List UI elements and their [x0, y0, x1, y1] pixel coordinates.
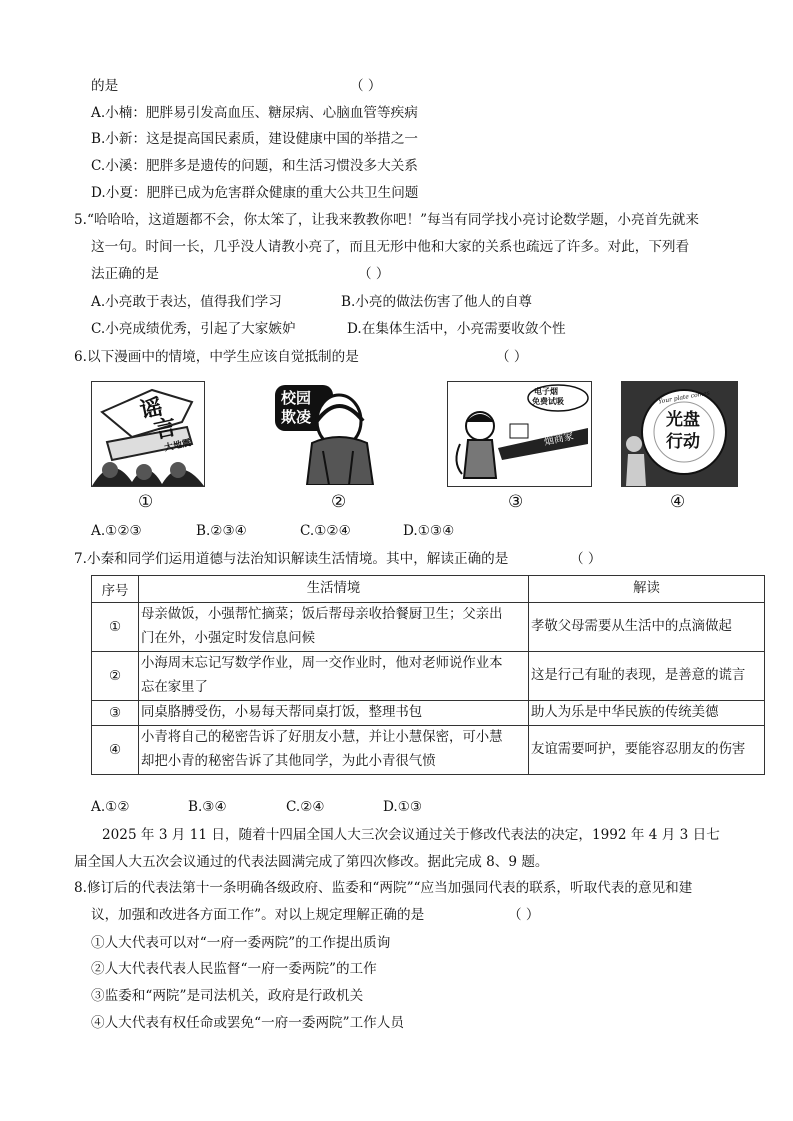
- q7-answer-paren: （ ）: [570, 551, 602, 567]
- bullying-text-2: 欺凌: [281, 408, 312, 426]
- plate-text-2: 行动: [666, 432, 700, 452]
- rumor-char-1: 谣: [138, 394, 165, 424]
- header-situation: 生活情境: [139, 576, 529, 603]
- cartoon-num-3: ③: [508, 492, 524, 512]
- row-no: ②: [92, 652, 139, 701]
- header-no: 序号: [92, 576, 139, 603]
- q6-option-a: A.①②③: [91, 523, 142, 539]
- situation-line: 小青将自己的秘密告诉了好朋友小慧，并让小慧保密，可小慧: [141, 730, 503, 745]
- q6-answer-paren: （ ）: [496, 349, 528, 365]
- q5-option-d: D.在集体生活中，小亮需要收敛个性: [347, 321, 566, 337]
- plate-ring-text: Your plate comes: [657, 389, 711, 406]
- row-situation: [139, 652, 529, 701]
- cartoon-ecigarette: [447, 381, 592, 487]
- q7-stem: 7.小秦和同学们运用道德与法治知识解读生活情境。其中，解读正确的是: [74, 551, 509, 567]
- ecig-bubble-1: 电子烟: [534, 387, 558, 396]
- situation-line: 忘在家里了: [141, 680, 208, 695]
- situation-line: 母亲做饭，小强帮忙摘菜；饭后帮母亲收拾餐厨卫生；父亲出: [141, 607, 503, 622]
- table-row: [92, 652, 765, 701]
- situation-line: 小海周末忘记写数学作业，周一交作业时，他对老师说作业本: [141, 656, 503, 671]
- q7-option-d: D.①③: [383, 799, 423, 815]
- situation-line: 却把小青的秘密告诉了其他同学，为此小青很气愤: [141, 754, 436, 769]
- rumor-char-2: 言: [152, 414, 179, 444]
- q8-item-2: ②人大代表代表人民监督“一府一委两院”的工作: [91, 961, 377, 977]
- q4-answer-paren: （ ）: [350, 78, 382, 94]
- material-line2: 届全国人大五次会议通过的代表法圆满完成了第四次修改。据此完成 8、9 题。: [74, 854, 549, 870]
- cartoon-num-2: ②: [331, 492, 347, 512]
- row-interpretation: 友谊需要呵护，要能容忍朋友的伤害: [529, 726, 765, 775]
- q7-option-b: B.③④: [188, 799, 227, 815]
- q8-item-4: ④人大代表有权任命或罢免“一府一委两院”工作人员: [91, 1015, 404, 1031]
- row-situation: [139, 726, 529, 775]
- q5-option-b: B.小亮的做法伤害了他人的自尊: [341, 294, 533, 310]
- plate-text-1: 光盘: [666, 410, 700, 430]
- row-interpretation: 助人为乐是中华民族的传统美德: [529, 701, 765, 726]
- q7-option-a: A.①②: [91, 799, 130, 815]
- rumor-tag: 大地震: [163, 438, 193, 454]
- table-header-row: [92, 576, 765, 603]
- q6-option-c: C.①②④: [300, 523, 351, 539]
- situation-line: 同桌胳膊受伤，小易每天帮同桌打饭，整理书包: [141, 705, 423, 720]
- q4-option-b: B.小新：这是提高国民素质，建设健康中国的举措之一: [91, 131, 418, 147]
- bullying-text-1: 校园: [281, 389, 312, 407]
- q5-answer-paren: （ ）: [358, 266, 390, 282]
- cartoon-clean-plate: [621, 381, 738, 487]
- table-row: [92, 726, 765, 775]
- row-interpretation: 孝敬父母需要从生活中的点滴做起: [529, 603, 765, 652]
- row-no: ①: [92, 603, 139, 652]
- cartoon-num-1: ①: [138, 492, 154, 512]
- situation-line: 门在外，小强定时发信息问候: [141, 631, 316, 646]
- table-row: [92, 603, 765, 652]
- q7-option-c: C.②④: [286, 799, 325, 815]
- q5-option-c: C.小亮成绩优秀，引起了大家嫉妒: [91, 321, 296, 337]
- header-interpretation: 解读: [529, 576, 765, 603]
- q4-option-a: A.小楠：肥胖易引发高血压、糖尿病、心脑血管等疾病: [91, 105, 418, 121]
- row-situation: [139, 603, 529, 652]
- q8-stem-line1: 8.修订后的代表法第十一条明确各级政府、监委和“两院”“应当加强同代表的联系，听取代表的意见和建: [74, 880, 693, 896]
- q5-stem-line2: 这一句。时间一长，几乎没人请教小亮了，而且无形中他和大家的关系也疏远了许多。对此，下列看: [91, 239, 690, 255]
- q4-option-c: C.小溪：肥胖多是遗传的问题，和生活习惯没多大关系: [91, 158, 418, 174]
- ecig-bar-label: 烟商家: [543, 431, 575, 449]
- cartoon-bullying: [267, 381, 382, 485]
- cartoon-num-4: ④: [670, 492, 686, 512]
- q8-stem-line2: 议，加强和改进各方面工作”。对以上规定理解正确的是: [91, 907, 425, 923]
- q4-stem-tail: 的是: [91, 78, 119, 94]
- row-no: ③: [92, 701, 139, 726]
- row-interpretation: 这是行己有耻的表现，是善意的谎言: [529, 652, 765, 701]
- q6-stem: 6.以下漫画中的情境，中学生应该自觉抵制的是: [74, 349, 359, 365]
- q6-option-b: B.②③④: [196, 523, 247, 539]
- q5-stem-line1: 5.“哈哈哈，这道题都不会，你太笨了，让我来教教你吧！”每当有同学找小亮讨论数学题，小亮首先就来: [74, 212, 699, 228]
- q7-table: [91, 575, 765, 775]
- q6-option-d: D.①③④: [403, 523, 455, 539]
- q8-answer-paren: （ ）: [508, 907, 540, 923]
- q5-option-a: A.小亮敢于表达，值得我们学习: [91, 294, 282, 310]
- table-row: [92, 701, 765, 726]
- q5-stem-line3: 法正确的是: [91, 266, 159, 282]
- cartoon-rumor: [91, 381, 205, 487]
- q8-item-1: ①人大代表可以对“一府一委两院”的工作提出质询: [91, 935, 391, 951]
- row-no: ④: [92, 726, 139, 775]
- ecig-bubble-2: 免费试吸: [532, 397, 564, 406]
- q4-option-d: D.小夏：肥胖已成为危害群众健康的重大公共卫生问题: [91, 185, 419, 201]
- q8-item-3: ③监委和“两院”是司法机关，政府是行政机关: [91, 988, 364, 1004]
- row-situation: [139, 701, 529, 726]
- material-line1: 2025 年 3 月 11 日，随着十四届全国人大三次会议通过关于修改代表法的决定，1992 年 4 月 3 日七: [102, 827, 720, 843]
